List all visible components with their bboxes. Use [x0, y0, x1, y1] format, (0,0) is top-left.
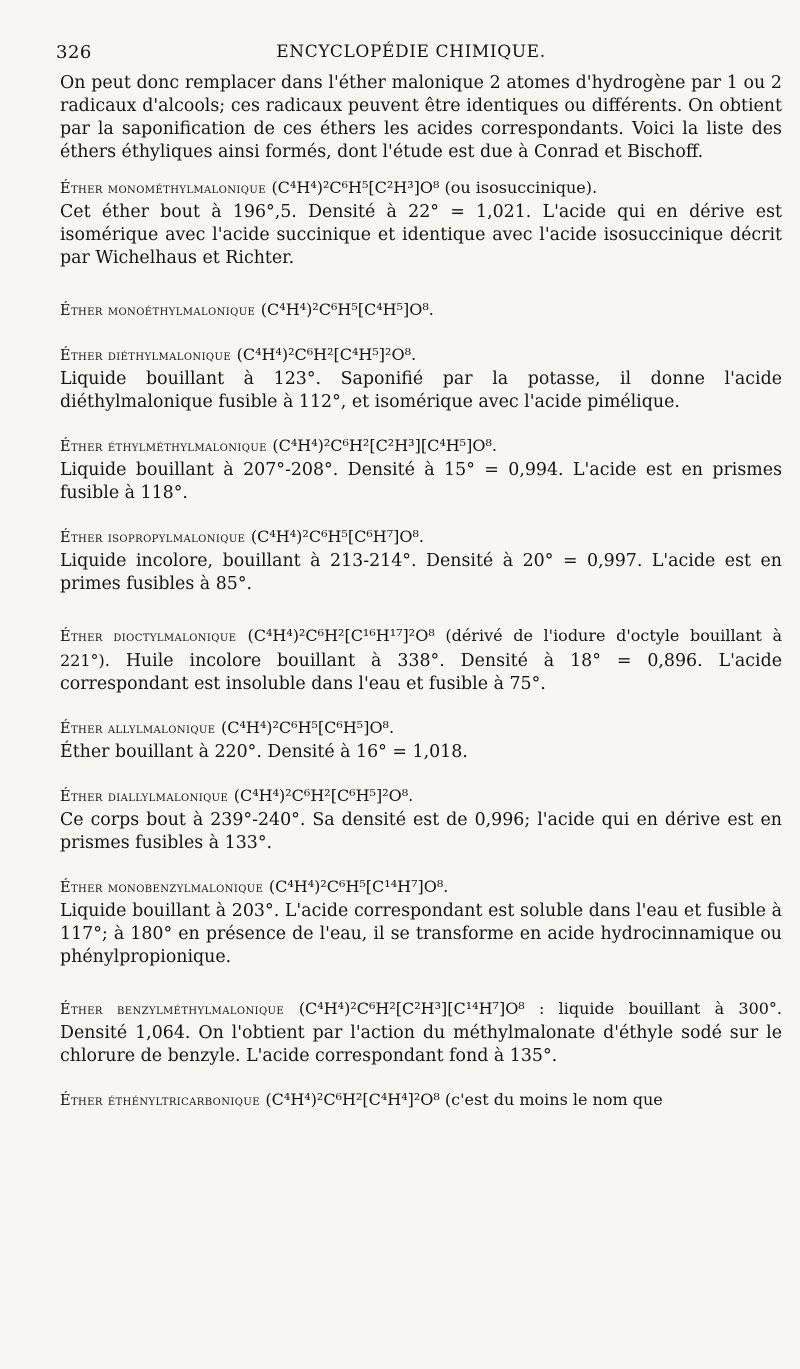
entry-description: Cet éther bout à 196°,5. Densité à 22° = 1,021. L'acide qui en dérive est isomérique avec l'acide succinique et identique avec l'acide isosuccinique décrit par Wichelhaus et Richter.	[60, 202, 782, 268]
entry-description: Éther bouillant à 220°. Densité à 16° = 1,018.	[60, 742, 468, 762]
entry-description: Ce corps bout à 239°-240°. Sa densité est de 0,996; l'acide qui en dérive est en prismes fusibles à 133°.	[60, 810, 782, 853]
entry-formula: (C⁴H⁴)²C⁶H⁵[C⁶H⁵]O⁸.	[220, 718, 395, 737]
entry-heading	[60, 176, 782, 201]
entry-description: Densité 1,064. On l'obtient par l'action du méthylmalonate d'éthyle sodé sur le chlorure de benzyle. L'acide correspondant fond à 135°.	[60, 1023, 782, 1066]
entry-paragraph	[60, 626, 782, 694]
entry-title: Éther diéthylmalonique	[60, 348, 232, 364]
entry-ethylmethylmalonique	[60, 434, 782, 505]
entry-title: Éther benzylméthylmalonique	[60, 1002, 285, 1018]
entry-heading	[60, 298, 782, 323]
entry-heading	[60, 716, 782, 741]
intro-paragraph: On peut donc remplacer dans l'éther malonique 2 atomes d'hydrogène par 1 ou 2 radicaux d'alcools; ces radicaux peuvent être identiques ou différents. On obtient par la saponification de ces éthers les acides correspondants. Voici la liste des éthers éthyliques ainsi formés, dont l'étude est due à Conrad et Bischoff.	[60, 73, 782, 162]
entry-dioctylmalonique	[60, 624, 782, 696]
entry-title: Éther éthényltricarbonique	[60, 1093, 260, 1109]
entry-diallylmalonique	[60, 784, 782, 855]
entry-formula: (C⁴H⁴)²C⁶H⁵[C⁶H⁷]O⁸.	[250, 527, 424, 546]
entry-heading	[60, 343, 782, 368]
entry-diethylmalonique	[60, 343, 782, 414]
entry-title: Éther diallylmalonique	[60, 789, 229, 805]
entry-ethenyltricarbonique	[60, 1088, 782, 1113]
entry-paragraph	[60, 999, 782, 1066]
page-header	[56, 40, 766, 64]
entry-paragraph	[60, 1090, 663, 1110]
entry-formula: (C⁴H⁴)²C⁶H²[C¹⁶H¹⁷]²O⁸ (dérivé de l'iodure d'octyle bouillant à 221°).	[60, 626, 782, 670]
entry-heading	[60, 525, 782, 550]
entry-title: Éther isopropylmalonique	[60, 530, 246, 546]
entry-heading	[60, 434, 782, 459]
page-body	[60, 72, 782, 1113]
entry-description: Huile incolore bouillant à 338°. Densité à 18° = 0,896. L'acide correspondant est insoluble dans l'eau et fusible à 75°.	[60, 651, 782, 694]
entry-formula: (C⁴H⁴)²C⁶H²[C²H³][C¹⁴H⁷]O⁸ : liquide bouillant à 300°.	[298, 999, 783, 1018]
entry-title: Éther monobenzylmalonique	[60, 880, 264, 896]
entry-formula: (C⁴H⁴)²C⁶H²[C⁶H⁵]²O⁸.	[233, 786, 414, 805]
running-head: ENCYCLOPÉDIE CHIMIQUE.	[276, 42, 546, 62]
entry-title: Éther éthylméthylmalonique	[60, 439, 267, 455]
entry-heading	[60, 784, 782, 809]
entry-description: Liquide bouillant à 123°. Saponifié par la potasse, il donne l'acide diéthylmalonique fusible à 112°, et isomérique avec l'acide pimélique.	[60, 369, 782, 412]
entry-description: Liquide incolore, bouillant à 213-214°. Densité à 20° = 0,997. L'acide est en primes fusibles à 85°.	[60, 551, 782, 594]
entry-allylmalonique	[60, 716, 782, 764]
entry-monoethylmalonique	[60, 298, 782, 323]
entry-formula: (C⁴H⁴)²C⁶H⁵[C¹⁴H⁷]O⁸.	[268, 877, 449, 896]
entry-monomethylmalonique	[60, 176, 782, 270]
entry-title: Éther allylmalonique	[60, 721, 216, 737]
entry-heading	[60, 875, 782, 900]
entry-formula: (C⁴H⁴)²C⁶H²[C⁴H⁴]²O⁸ (c'est du moins le nom que	[265, 1090, 663, 1109]
entry-title: Éther monoéthylmalonique	[60, 303, 256, 319]
entry-description: Liquide bouillant à 203°. L'acide correspondant est soluble dans l'eau et fusible à 117°; à 180° en présence de l'eau, il se transforme en acide hydrocinnamique ou phénylpropionique.	[60, 901, 782, 967]
page-number: 326	[56, 42, 92, 63]
entry-isopropylmalonique	[60, 525, 782, 596]
entry-description: Liquide bouillant à 207°-208°. Densité à 15° = 0,994. L'acide est en prismes fusible à 118°.	[60, 460, 782, 503]
entry-formula: (C⁴H⁴)²C⁶H⁵[C⁴H⁵]O⁸.	[260, 300, 434, 319]
entry-title: Éther monométhylmalonique	[60, 181, 266, 197]
entry-formula: (C⁴H⁴)²C⁶H²[C²H³][C⁴H⁵]O⁸.	[272, 436, 497, 455]
entry-benzylmethylmalonique	[60, 997, 782, 1068]
entry-formula: (C⁴H⁴)²C⁶H²[C⁴H⁵]²O⁸.	[236, 345, 417, 364]
entry-monobenzylmalonique	[60, 875, 782, 969]
entry-formula: (C⁴H⁴)²C⁶H⁵[C²H³]O⁸ (ou isosuccinique).	[271, 178, 598, 197]
entry-title: Éther dioctylmalonique	[60, 629, 237, 645]
